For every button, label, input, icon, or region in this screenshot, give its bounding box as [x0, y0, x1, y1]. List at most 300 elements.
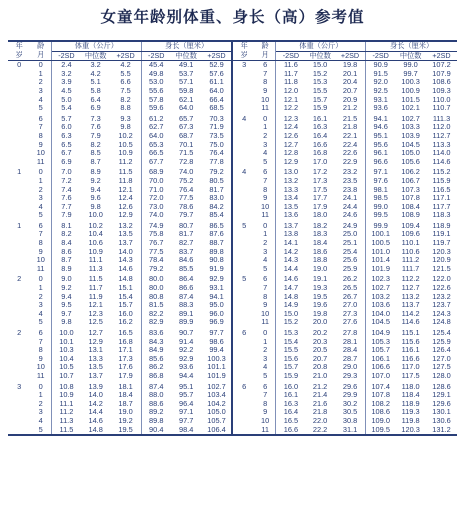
left-weight-minus2sd-cell: 10.1	[59, 337, 74, 346]
left-height-minus2sd-cell: 57.8	[149, 95, 164, 104]
left-height-plus2sd-cell: 57.6	[202, 70, 233, 79]
right-weight-plus2sd-cell: 19.8	[335, 61, 366, 70]
right-height-median-cell: 117.5	[401, 371, 420, 380]
left-height-median-cell: 71.5	[178, 149, 194, 158]
right-height-plus2sd-cell: 117.1	[432, 194, 451, 203]
right-height-minus2sd-cell: 107.0	[371, 371, 390, 380]
right-month-cell: 3	[255, 355, 276, 364]
left-height-median-cell: 95.1	[178, 382, 194, 391]
table-row	[8, 284, 457, 293]
right-height-median-cell: 120.3	[395, 426, 426, 436]
table-body	[8, 61, 457, 435]
right-weight-plus2sd-cell: 22.6	[335, 149, 366, 158]
left-weight-plus2sd-cell: 17.6	[110, 363, 141, 372]
right-weight-minus2sd-cell: 13.7	[283, 221, 299, 230]
right-height-minus2sd-cell: 91.5	[373, 69, 388, 78]
left-age-year-cell	[8, 346, 30, 355]
left-weight-minus2sd-cell: 6.0	[61, 123, 72, 132]
left-month-cell: 8	[30, 346, 51, 355]
right-age-year-cell: 6	[242, 382, 247, 391]
left-weight-median-cell: 14.8	[81, 426, 110, 436]
right-height-plus2sd-cell: 127.0	[432, 354, 451, 363]
left-month-cell: 10	[30, 256, 51, 265]
right-month-cell: 9	[255, 301, 276, 310]
table-row	[8, 417, 457, 426]
right-height-plus2sd-cell: 119.7	[432, 239, 451, 248]
right-height-minus2sd-cell: 109.5	[366, 426, 395, 436]
left-height-median-cell: 87.4	[178, 292, 194, 301]
header-height-median: 中位数	[171, 51, 202, 61]
right-month-cell: 7	[255, 70, 276, 79]
right-height-median-cell: 106.7	[401, 176, 420, 185]
right-weight-plus2sd-cell: 27.3	[335, 310, 366, 319]
right-weight-plus2sd-cell: 20.4	[335, 78, 366, 87]
left-height-minus2sd-cell: 74.0	[149, 211, 164, 220]
right-height-median-cell: 106.2	[401, 168, 420, 177]
table-row	[8, 239, 457, 248]
left-age-year-cell	[8, 194, 30, 203]
right-weight-plus2sd-cell: 29.9	[335, 391, 366, 400]
left-height-minus2sd-cell: 80.8	[149, 292, 164, 301]
table-row	[8, 104, 457, 113]
left-height-minus2sd-cell: 86.8	[149, 371, 164, 380]
left-height-median-cell: 57.1	[178, 78, 194, 87]
header-weight-median-right: 中位数	[305, 51, 334, 61]
left-height-minus2sd-cell: 49.8	[149, 69, 164, 78]
left-height-median-cell: 72.8	[178, 157, 194, 166]
left-weight-plus2sd-cell: 14.8	[110, 275, 141, 284]
right-height-plus2sd-cell: 117.7	[432, 202, 451, 211]
left-height-plus2sd-cell: 104.2	[202, 400, 233, 409]
left-weight-median-cell: 6.9	[90, 104, 101, 113]
right-weight-median-cell: 17.9	[312, 202, 328, 211]
right-month-cell: 3	[255, 248, 276, 257]
right-month-cell: 9	[255, 408, 276, 417]
left-month-cell: 7	[30, 123, 51, 132]
left-height-plus2sd-cell: 85.4	[202, 211, 233, 220]
right-weight-plus2sd-cell: 24.6	[335, 211, 366, 220]
left-age-year-cell	[8, 408, 30, 417]
right-height-minus2sd-cell: 98.1	[373, 185, 388, 194]
right-month-cell: 6	[255, 61, 276, 70]
right-height-minus2sd-cell: 108.6	[371, 408, 390, 417]
left-height-plus2sd-cell: 101.9	[202, 372, 233, 381]
right-age-year-cell	[232, 417, 254, 426]
left-height-minus2sd-cell: 82.9	[149, 318, 164, 327]
left-weight-plus2sd-cell: 10.5	[110, 141, 141, 150]
right-height-plus2sd-cell: 131.2	[426, 426, 457, 436]
right-weight-minus2sd-cell: 12.1	[283, 95, 299, 104]
table-row	[8, 177, 457, 186]
right-height-plus2sd-cell: 114.6	[432, 157, 451, 166]
left-weight-plus2sd-cell: 7.5	[110, 87, 141, 96]
header-age-year-unit: 岁	[8, 51, 30, 61]
right-weight-median-cell: 19.6	[312, 301, 328, 310]
left-weight-minus2sd-cell: 9.0	[61, 275, 72, 284]
left-age-year-cell: 1	[17, 221, 22, 230]
left-weight-median-cell: 7.3	[90, 114, 101, 123]
left-weight-plus2sd-cell: 18.7	[110, 400, 141, 409]
table-row	[8, 87, 457, 96]
right-height-plus2sd-cell: 107.9	[432, 69, 451, 78]
left-height-minus2sd-cell: 76.7	[149, 239, 164, 248]
right-age-year-cell	[232, 230, 254, 239]
right-weight-plus2sd-cell: 28.4	[335, 346, 366, 355]
header-weight: 体重（公斤）	[51, 41, 141, 51]
left-height-median-cell: 86.4	[178, 275, 194, 284]
left-height-plus2sd-cell: 52.9	[202, 61, 233, 70]
left-height-median-cell: 97.1	[178, 408, 194, 417]
right-month-cell: 10	[255, 417, 276, 426]
right-month-cell: 10	[255, 96, 276, 105]
right-height-minus2sd-cell: 95.6	[373, 140, 388, 149]
left-age-year-cell	[8, 149, 30, 158]
left-weight-minus2sd-cell: 8.6	[61, 247, 72, 256]
right-age-year-cell	[232, 149, 254, 158]
left-weight-minus2sd-cell: 8.4	[61, 239, 72, 248]
left-weight-plus2sd-cell: 16.8	[110, 338, 141, 347]
left-height-minus2sd-cell: 77.5	[149, 247, 164, 256]
left-height-median-cell: 85.5	[178, 264, 194, 273]
left-month-cell: 0	[30, 383, 51, 392]
left-height-minus2sd-cell: 82.2	[149, 309, 164, 318]
header-weight-plus2sd: +2SD	[110, 51, 141, 61]
left-weight-median-cell: 14.6	[88, 416, 103, 425]
table-row	[8, 265, 457, 274]
right-height-minus2sd-cell: 104.5	[371, 318, 390, 327]
left-weight-plus2sd-cell: 18.1	[110, 383, 141, 392]
table-row	[8, 426, 457, 436]
table-row	[8, 400, 457, 409]
right-weight-plus2sd-cell: 27.6	[335, 318, 366, 327]
right-weight-plus2sd-cell: 21.2	[335, 104, 366, 113]
left-weight-minus2sd-cell: 5.0	[61, 95, 72, 104]
right-month-cell: 5	[255, 372, 276, 381]
right-age-year-cell	[232, 265, 254, 274]
left-month-cell: 5	[30, 211, 51, 220]
left-weight-plus2sd-cell: 12.4	[110, 194, 141, 203]
right-height-median-cell: 117.0	[401, 363, 420, 372]
left-month-cell: 1	[30, 284, 51, 293]
right-weight-plus2sd-cell: 30.8	[335, 417, 366, 426]
right-height-plus2sd-cell: 129.1	[432, 391, 451, 400]
right-height-minus2sd-cell: 101.9	[371, 264, 390, 273]
right-height-minus2sd-cell: 102.7	[371, 284, 390, 293]
left-weight-median-cell: 8.5	[90, 149, 101, 158]
right-weight-median-cell: 20.8	[312, 363, 328, 372]
right-weight-minus2sd-cell: 14.9	[283, 301, 299, 310]
right-age-year-cell	[232, 256, 254, 265]
left-height-plus2sd-cell: 96.9	[202, 318, 233, 327]
left-height-plus2sd-cell: 98.6	[202, 338, 233, 347]
right-weight-minus2sd-cell: 14.7	[283, 284, 299, 293]
left-height-plus2sd-cell: 79.2	[202, 168, 233, 177]
right-weight-plus2sd-cell: 20.9	[335, 96, 366, 105]
left-weight-minus2sd-cell: 8.1	[61, 221, 72, 230]
right-height-plus2sd-cell: 130.1	[432, 408, 451, 417]
table-row	[8, 372, 457, 381]
right-height-plus2sd-cell: 114.0	[432, 149, 451, 158]
right-weight-plus2sd-cell: 28.1	[335, 338, 366, 347]
left-height-minus2sd-cell: 87.4	[149, 382, 164, 391]
right-weight-plus2sd-cell: 22.9	[335, 158, 366, 167]
left-age-year-cell	[8, 256, 30, 265]
right-height-median-cell: 102.1	[401, 104, 420, 113]
right-weight-minus2sd-cell: 14.6	[283, 275, 299, 284]
left-height-median-cell: 74.0	[178, 168, 194, 177]
left-age-year-cell	[8, 372, 30, 381]
right-month-cell: 3	[255, 141, 276, 150]
right-height-median-cell: 118.0	[401, 382, 420, 391]
left-weight-plus2sd-cell: 11.5	[110, 168, 141, 177]
right-height-plus2sd-cell: 127.5	[432, 363, 451, 372]
left-weight-minus2sd-cell: 9.4	[61, 292, 72, 301]
left-weight-minus2sd-cell: 9.5	[61, 301, 72, 310]
header-height-plus2sd: +2SD	[202, 51, 233, 61]
left-weight-median-cell: 13.5	[88, 363, 103, 372]
right-weight-minus2sd-cell: 16.0	[283, 382, 299, 391]
left-weight-minus2sd-cell: 7.0	[61, 168, 72, 177]
left-height-minus2sd-cell: 68.9	[149, 168, 164, 177]
left-height-median-cell: 98.4	[171, 426, 202, 436]
left-age-year-cell	[8, 132, 30, 141]
left-height-median-cell: 53.7	[178, 69, 194, 78]
left-height-minus2sd-cell: 70.0	[149, 176, 164, 185]
right-weight-median-cell: 16.6	[312, 140, 328, 149]
right-height-median-cell: 112.2	[401, 275, 420, 284]
left-height-median-cell: 97.7	[178, 416, 194, 425]
right-weight-median-cell: 18.6	[312, 247, 328, 256]
right-month-cell: 7	[255, 177, 276, 186]
right-month-cell: 1	[255, 338, 276, 347]
right-month-cell: 5	[255, 265, 276, 274]
right-height-minus2sd-cell: 108.2	[371, 399, 390, 408]
right-age-year-cell	[232, 211, 254, 220]
table-row	[8, 310, 457, 319]
left-age-year-cell	[8, 400, 30, 409]
left-weight-median-cell: 7.6	[90, 123, 101, 132]
left-weight-plus2sd-cell: 8.8	[110, 104, 141, 113]
right-weight-minus2sd-cell: 13.4	[283, 194, 299, 203]
left-height-plus2sd-cell: 77.8	[202, 158, 233, 167]
left-height-median-cell: 82.7	[178, 239, 194, 248]
left-height-median-cell: 75.2	[178, 176, 194, 185]
left-weight-minus2sd-cell: 6.9	[61, 157, 72, 166]
left-weight-plus2sd-cell: 13.7	[110, 239, 141, 248]
left-weight-plus2sd-cell: 17.9	[110, 372, 141, 381]
right-height-median-cell: 119.8	[401, 416, 420, 425]
right-weight-minus2sd-cell: 13.6	[283, 211, 299, 220]
header-age-month-right: 龄	[255, 41, 276, 51]
right-age-year-cell	[232, 400, 254, 409]
right-weight-median-cell: 19.8	[312, 309, 328, 318]
left-month-cell: 5	[30, 318, 51, 327]
right-age-year-cell	[232, 177, 254, 186]
left-age-year-cell	[8, 158, 30, 167]
right-age-year-cell	[232, 372, 254, 381]
left-height-plus2sd-cell: 89.8	[202, 248, 233, 257]
right-weight-minus2sd-cell: 12.3	[283, 114, 299, 123]
right-weight-minus2sd-cell: 14.2	[283, 247, 299, 256]
left-height-minus2sd-cell: 65.3	[149, 140, 164, 149]
right-height-minus2sd-cell: 100.1	[371, 230, 390, 239]
left-age-year-cell	[8, 239, 30, 248]
left-height-plus2sd-cell: 70.3	[202, 115, 233, 124]
right-weight-minus2sd-cell: 15.6	[283, 354, 299, 363]
left-month-cell: 10	[30, 149, 51, 158]
left-weight-median-cell: 14.0	[88, 391, 103, 400]
left-month-cell: 8	[30, 132, 51, 141]
right-height-median-cell: 115.1	[401, 329, 420, 337]
left-age-year-cell	[8, 96, 30, 105]
right-month-cell: 4	[255, 149, 276, 158]
right-age-year-cell	[232, 70, 254, 79]
left-month-cell: 10	[30, 363, 51, 372]
left-age-year-cell	[8, 177, 30, 186]
right-age-year-cell	[232, 408, 254, 417]
right-weight-median-cell: 15.0	[312, 60, 328, 70]
right-month-cell: 9	[255, 87, 276, 96]
right-height-median-cell: 104.5	[401, 140, 420, 149]
right-height-minus2sd-cell: 104.9	[371, 329, 390, 337]
right-height-minus2sd-cell: 99.5	[373, 211, 388, 220]
left-height-minus2sd-cell: 84.3	[149, 337, 164, 346]
left-age-year-cell	[8, 87, 30, 96]
right-height-plus2sd-cell: 126.4	[432, 346, 451, 355]
right-weight-plus2sd-cell: 27.0	[335, 301, 366, 310]
left-month-cell: 9	[30, 141, 51, 150]
right-height-median-cell: 102.7	[401, 114, 420, 123]
left-age-year-cell: 0	[17, 60, 22, 70]
right-weight-median-cell: 20.2	[312, 329, 328, 337]
right-height-plus2sd-cell: 107.2	[432, 60, 451, 70]
right-height-median-cell: 113.2	[401, 292, 420, 301]
right-month-cell: 9	[255, 194, 276, 203]
right-month-cell: 4	[255, 256, 276, 265]
right-height-plus2sd-cell: 124.3	[432, 309, 451, 318]
right-weight-minus2sd-cell: 12.9	[283, 157, 299, 166]
table-row	[8, 408, 457, 417]
left-weight-minus2sd-cell: 10.0	[59, 329, 74, 337]
left-height-plus2sd-cell: 68.5	[202, 104, 233, 113]
left-weight-median-cell: 9.8	[90, 202, 101, 211]
right-height-plus2sd-cell: 111.3	[432, 114, 451, 123]
left-height-median-cell: 67.3	[178, 123, 194, 132]
table-row	[8, 329, 457, 338]
right-weight-median-cell: 15.7	[312, 95, 328, 104]
right-weight-plus2sd-cell: 26.7	[335, 293, 366, 302]
left-height-plus2sd-cell: 105.7	[202, 417, 233, 426]
right-age-year-cell	[232, 87, 254, 96]
right-height-minus2sd-cell: 94.6	[373, 123, 388, 132]
left-height-plus2sd-cell: 105.0	[202, 408, 233, 417]
left-weight-minus2sd-cell: 9.2	[61, 284, 72, 293]
right-weight-minus2sd-cell: 16.6	[276, 426, 305, 436]
right-height-minus2sd-cell: 100.5	[371, 239, 390, 248]
right-weight-median-cell: 21.2	[312, 382, 328, 391]
right-weight-plus2sd-cell: 27.8	[335, 329, 366, 338]
left-weight-plus2sd-cell: 9.8	[110, 123, 141, 132]
left-weight-minus2sd-cell: 10.3	[59, 346, 74, 355]
left-weight-minus2sd-cell: 10.7	[59, 371, 74, 380]
table-row	[8, 230, 457, 239]
left-height-median-cell: 94.4	[178, 371, 194, 380]
right-weight-minus2sd-cell: 13.3	[283, 185, 299, 194]
right-age-year-cell	[232, 318, 254, 327]
right-height-plus2sd-cell: 110.0	[432, 95, 451, 104]
left-weight-median-cell: 13.7	[88, 371, 103, 380]
left-height-median-cell: 92.2	[178, 346, 194, 355]
right-month-cell: 2	[255, 239, 276, 248]
left-height-minus2sd-cell: 62.7	[149, 123, 164, 132]
left-age-year-cell	[8, 301, 30, 310]
right-height-minus2sd-cell: 97.1	[373, 168, 388, 177]
left-height-median-cell: 88.3	[178, 301, 194, 310]
left-weight-minus2sd-cell: 7.9	[61, 211, 72, 220]
right-month-cell: 11	[255, 104, 276, 113]
right-height-minus2sd-cell: 106.6	[371, 363, 390, 372]
right-height-minus2sd-cell: 103.6	[371, 301, 390, 310]
table-row	[8, 275, 457, 284]
left-height-median-cell: 93.6	[178, 363, 194, 372]
right-height-median-cell: 111.7	[401, 264, 420, 273]
left-height-plus2sd-cell: 101.1	[202, 363, 233, 372]
table-row	[8, 222, 457, 231]
right-weight-plus2sd-cell: 24.4	[335, 203, 366, 212]
left-height-plus2sd-cell: 92.9	[202, 275, 233, 284]
right-weight-median-cell: 20.0	[312, 318, 328, 327]
right-weight-minus2sd-cell: 16.4	[283, 408, 299, 417]
right-height-plus2sd-cell: 118.3	[432, 211, 451, 220]
table-row	[8, 194, 457, 203]
header-weight-right: 体重（公斤）	[276, 41, 366, 51]
left-weight-plus2sd-cell: 16.0	[110, 310, 141, 319]
left-weight-median-cell: 8.7	[90, 157, 101, 166]
table-row	[8, 391, 457, 400]
left-weight-median-cell: 10.9	[88, 247, 103, 256]
right-height-plus2sd-cell: 130.6	[432, 416, 451, 425]
left-month-cell: 2	[30, 293, 51, 302]
right-weight-minus2sd-cell: 15.3	[283, 329, 299, 337]
right-weight-plus2sd-cell: 25.9	[335, 265, 366, 274]
left-month-cell: 0	[30, 61, 51, 70]
right-month-cell: 1	[255, 123, 276, 132]
left-weight-median-cell: 10.4	[88, 230, 103, 239]
right-weight-median-cell: 18.3	[312, 230, 328, 239]
right-height-minus2sd-cell: 96.1	[373, 149, 388, 158]
left-weight-median-cell: 9.4	[90, 185, 101, 194]
table-row	[8, 61, 457, 70]
right-height-plus2sd-cell: 125.4	[432, 329, 451, 337]
left-age-year-cell	[8, 248, 30, 257]
table-row	[8, 141, 457, 150]
right-weight-minus2sd-cell: 12.4	[283, 123, 299, 132]
table-row	[8, 96, 457, 105]
left-height-plus2sd-cell: 73.5	[202, 132, 233, 141]
right-height-plus2sd-cell: 119.1	[432, 230, 451, 239]
right-height-median-cell: 109.4	[401, 221, 420, 230]
right-height-median-cell: 108.4	[401, 202, 420, 211]
left-age-year-cell	[8, 426, 30, 436]
left-height-minus2sd-cell: 71.0	[149, 185, 164, 194]
left-height-median-cell: 89.9	[178, 318, 194, 327]
right-height-minus2sd-cell: 93.6	[373, 104, 388, 113]
right-height-minus2sd-cell: 94.1	[373, 114, 388, 123]
right-month-cell: 7	[255, 284, 276, 293]
left-age-year-cell	[8, 230, 30, 239]
right-weight-plus2sd-cell: 23.8	[335, 186, 366, 195]
left-month-cell: 5	[30, 104, 51, 113]
